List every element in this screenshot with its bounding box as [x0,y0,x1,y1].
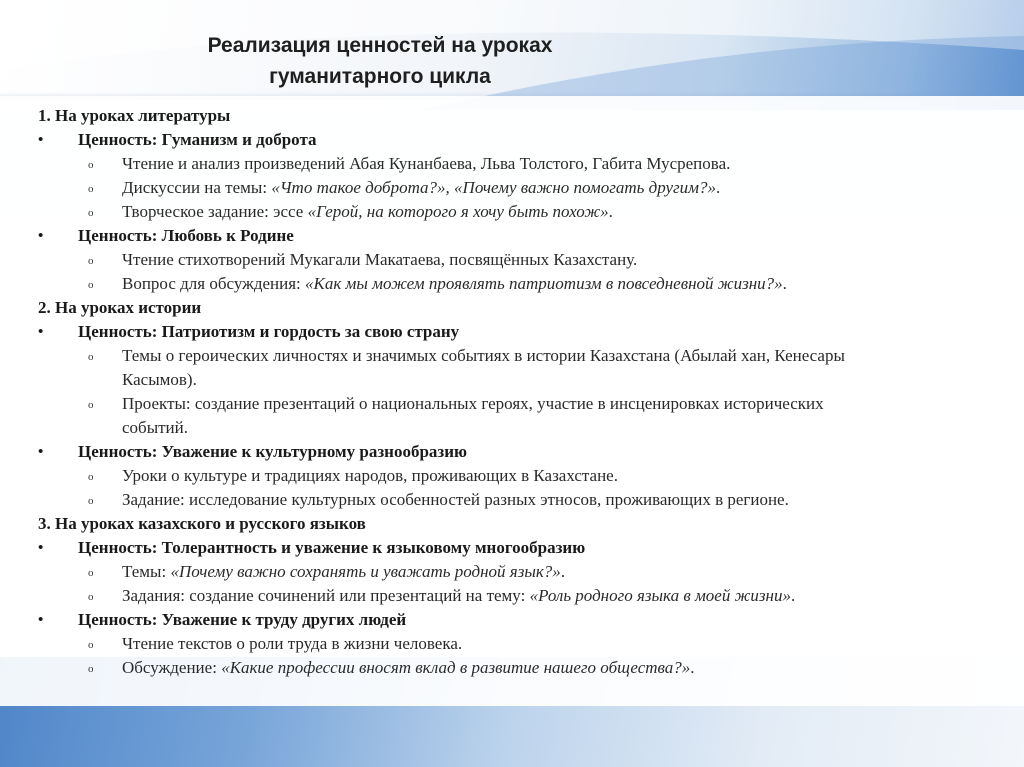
list-item [36,464,986,488]
item-text: Вопрос для обсуждения: [122,274,306,293]
bullet-circle-icon: o [88,567,94,579]
section-heading: 3. На уроках казахского и русского языков [38,514,366,533]
item-text-end: . [608,202,613,221]
list-item [36,488,986,512]
value-heading [36,320,986,344]
item-text: Чтение и анализ произведений Абая Кунанбаева, Льва Толстого, Габита Мусрепова. [122,154,731,173]
title-line-1: Реализация ценностей на уроках [207,34,553,57]
value-heading [36,128,986,152]
bullet-circle-icon: o [88,495,94,507]
bullet-circle-icon: o [88,279,94,291]
bullet-circle-icon: o [88,663,94,675]
bullet-dot-icon: • [38,228,44,244]
list-item [36,632,986,656]
item-text: Проекты: создание презентаций о национальных героях, участие в инсценировках исторических [122,394,824,413]
bullet-circle-icon: o [88,207,94,219]
bullet-dot-icon: • [38,612,44,628]
section-heading: 2. На уроках истории [38,298,202,317]
item-quote: «Роль родного языка в моей жизни» [529,586,791,605]
item-text: Темы о героических личностях и значимых событиях в истории Казахстана (Абылай хан, Кенесары [122,346,845,365]
bullet-circle-icon: o [88,351,94,363]
item-text: Творческое задание: эссе [122,202,308,221]
bullet-circle-icon: o [88,591,94,603]
bullet-circle-icon: o [88,471,94,483]
bullet-circle-icon: o [88,399,94,411]
list-item [36,560,986,584]
item-text-end: . [716,178,721,197]
value-heading [36,608,986,632]
slide-title [150,30,610,92]
bullet-circle-icon: o [88,159,94,171]
value-label: Ценность: Толерантность и уважение к языковому многообразию [78,538,586,557]
list-item [36,248,986,272]
item-text-end: . [790,586,796,605]
list-item [36,200,986,224]
list-item [36,152,986,176]
item-text: Уроки о культуре и традициях народов, проживающих в Казахстане. [122,466,618,485]
item-text: Обсуждение: [122,658,222,677]
item-text: Чтение текстов о роли труда в жизни человека. [122,634,463,653]
item-text-end: . [782,274,787,293]
bullet-circle-icon: o [88,639,94,651]
list-item [36,344,986,368]
list-item [36,656,986,680]
item-quote: «Почему важно сохранять и уважать родной язык?» [170,562,561,581]
bullet-dot-icon: • [38,444,44,460]
item-text: Касымов). [122,370,197,389]
section-heading: 1. На уроках литературы [38,106,231,125]
item-quote: «Какие профессии вносят вклад в развитие нашего общества?» [221,658,691,677]
item-text-end: . [690,658,695,677]
item-quote: «Герой, на которого я хочу быть похож» [307,202,609,221]
list-item [36,584,986,608]
value-heading [36,536,986,560]
item-text: событий. [122,418,188,437]
item-text: Задание: исследование культурных особенностей разных этносов, проживающих в регионе. [122,490,789,509]
bullet-circle-icon: o [88,255,94,267]
value-label: Ценность: Патриотизм и гордость за свою страну [78,322,460,341]
item-text: Дискуссии на темы: [122,178,272,197]
item-text: Задания: создание сочинений или презентаций на тему: [122,586,530,605]
item-text: Темы: [122,562,171,581]
bullet-dot-icon: • [38,324,44,340]
slide-content [36,104,986,680]
bullet-dot-icon: • [38,132,44,148]
item-quote: «Как мы можем проявлять патриотизм в повседневной жизни?» [305,274,783,293]
list-item [36,272,986,296]
value-label: Ценность: Уважение к культурному разнообразию [78,442,468,461]
bullet-circle-icon: o [88,183,94,195]
value-heading [36,440,986,464]
title-line-2: гуманитарного цикла [269,65,491,88]
bullet-dot-icon: • [38,540,44,556]
item-text-end: . [560,562,566,581]
list-item [36,392,986,416]
list-item [36,368,986,392]
value-label: Ценность: Уважение к труду других людей [78,610,407,629]
list-item [36,416,986,440]
value-label: Ценность: Гуманизм и доброта [78,130,317,149]
item-quote: «Что такое доброта?», «Почему важно помогать другим?» [271,178,717,197]
list-item [36,176,986,200]
item-text: Чтение стихотворений Мукагали Макатаева, посвящённых Казахстану. [122,250,638,269]
value-heading [36,224,986,248]
value-label: Ценность: Любовь к Родине [78,226,294,245]
